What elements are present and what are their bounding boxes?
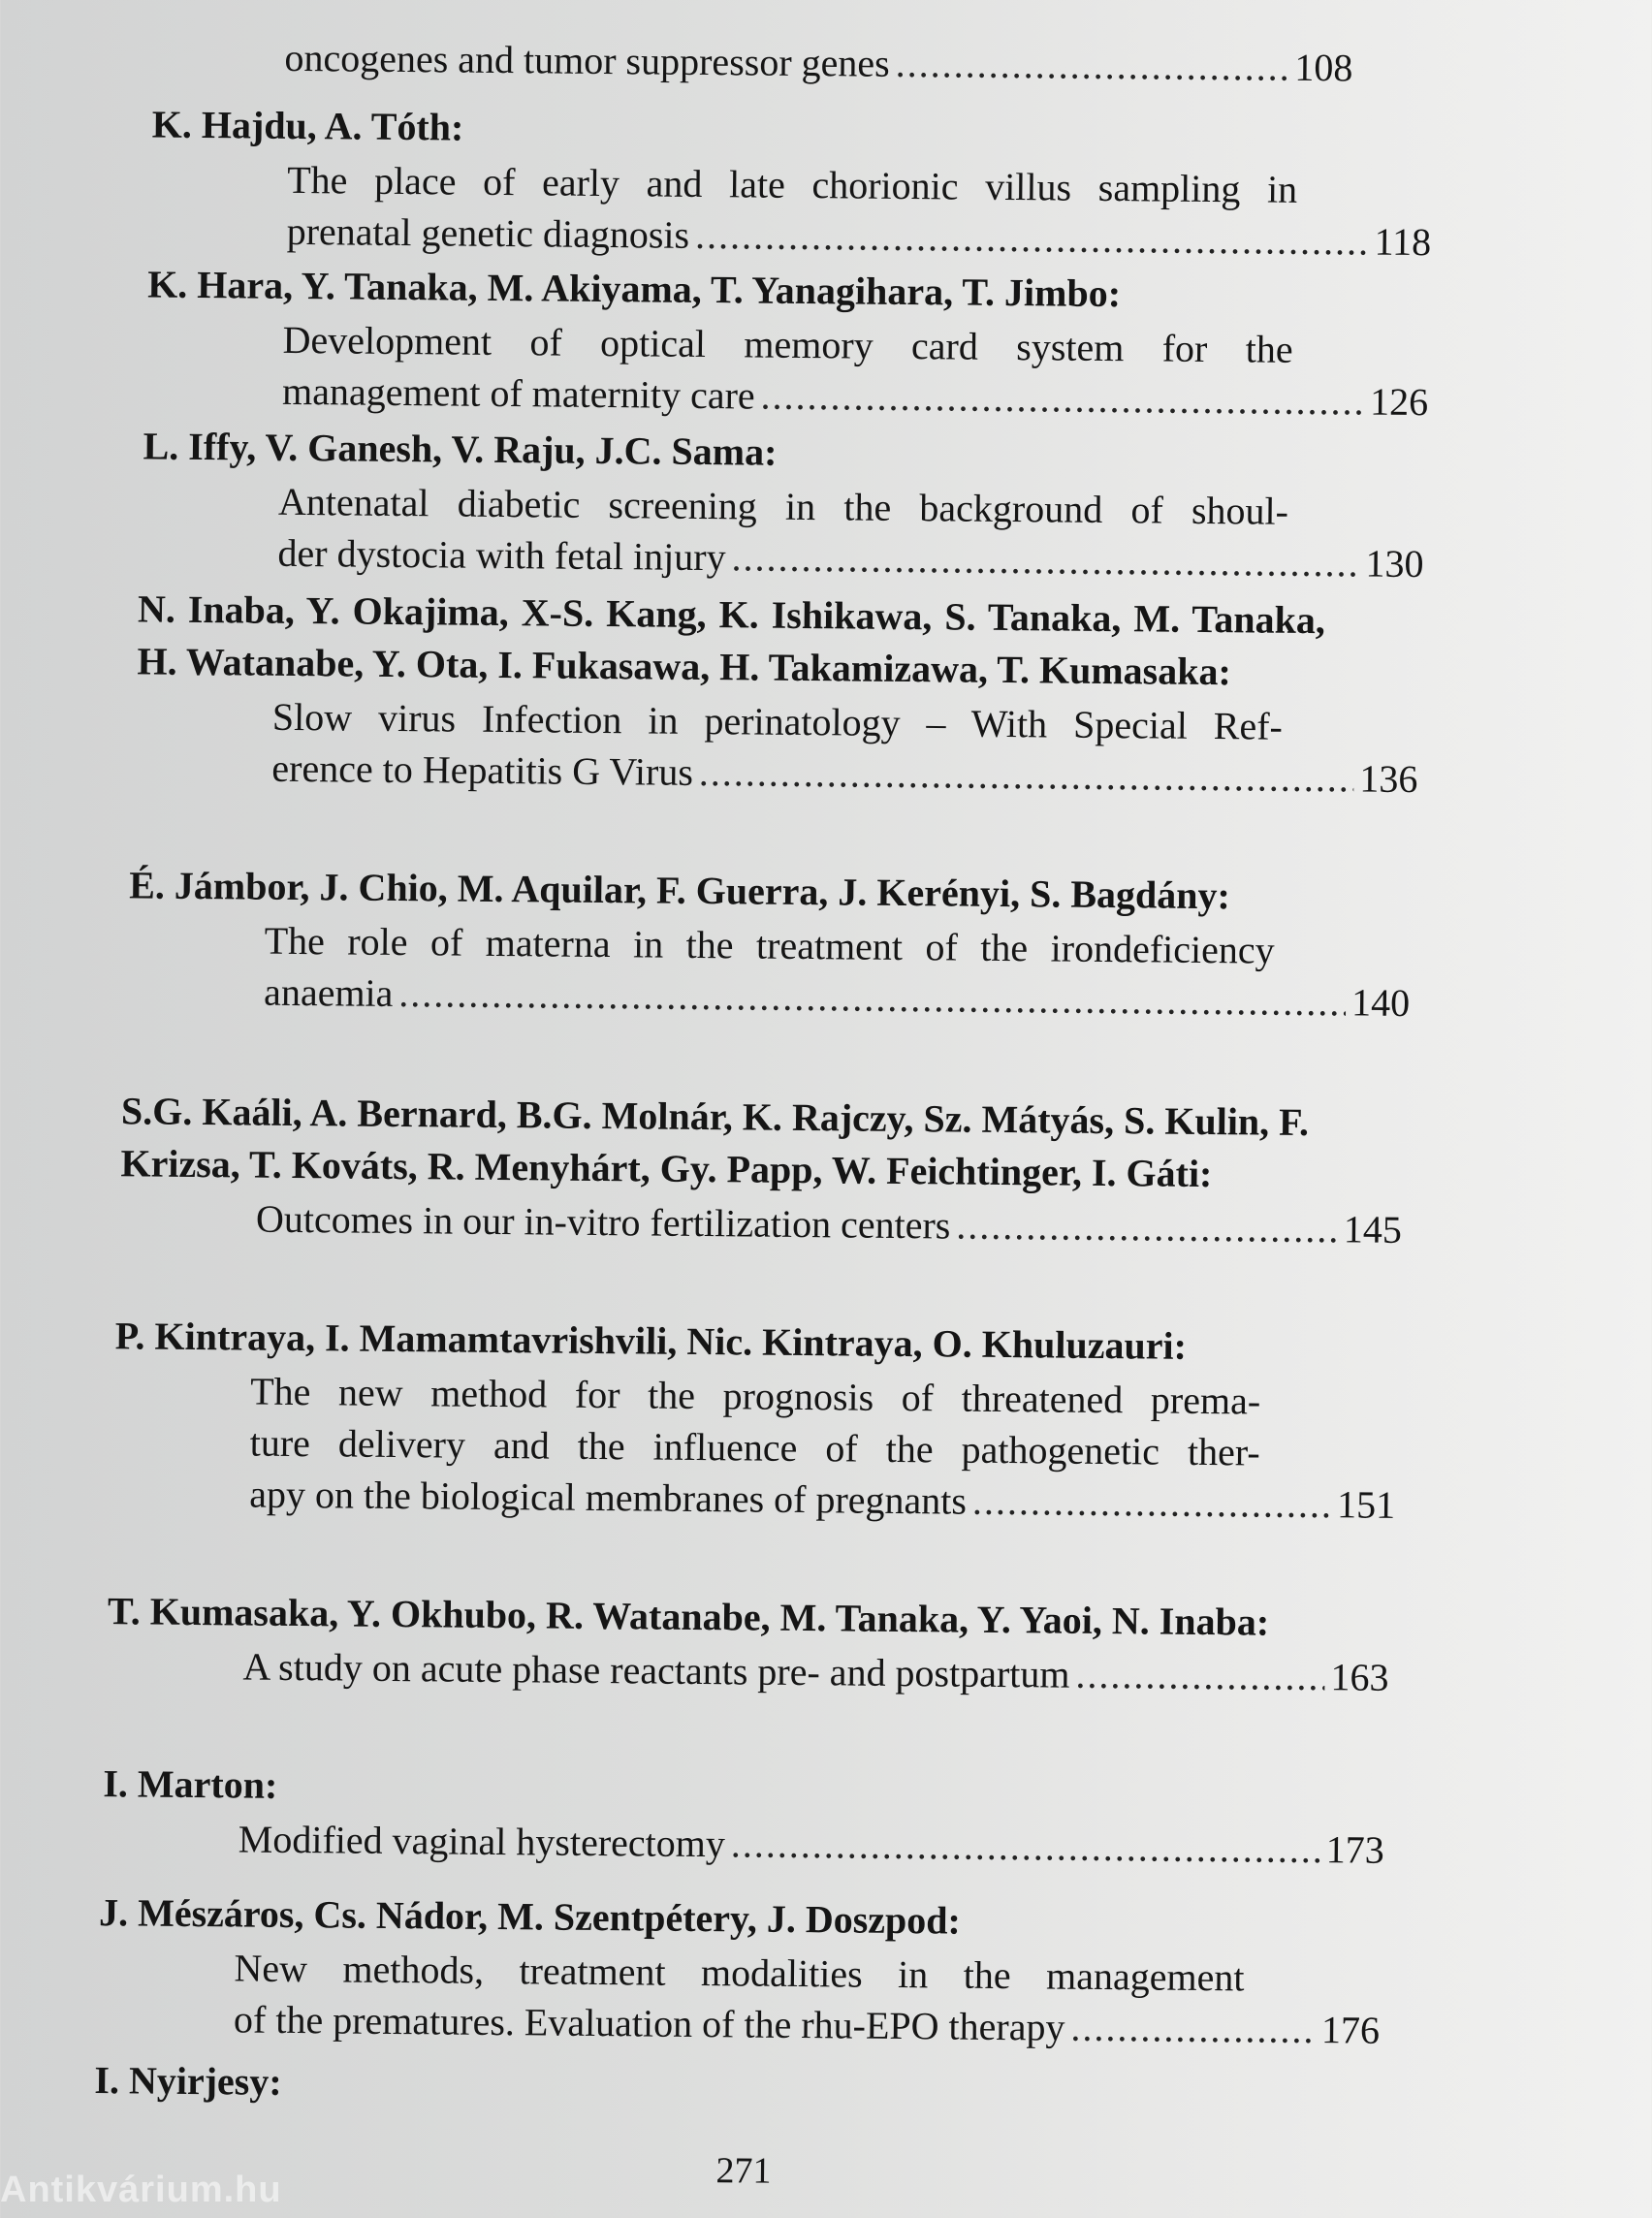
- leader-dots: [695, 209, 1369, 268]
- toc-entry: [98, 1886, 1388, 2056]
- entry-title-line: [242, 1640, 1396, 1702]
- toc-entry: [136, 583, 1427, 805]
- entry-title: A study on acute phase reactants pre- and postpartum: [242, 1644, 1070, 1696]
- entry-authors: L. Iffy, V. Ganesh, V. Raju, J.C. Sama:: [143, 424, 778, 474]
- entry-authors: J. Mészáros, Cs. Nádor, M. Szentpétery, J. Doszpod:: [98, 1890, 962, 1943]
- entry-title-lead: The place of early and late chorionic villus sampling in: [287, 157, 1298, 211]
- entry-page-number: 130: [1365, 541, 1424, 586]
- entry-title-line: [282, 365, 1436, 428]
- entry-authors: T. Kumasaka, Y. Okhubo, R. Watanabe, M. Tanaka, Y. Yaoi, N. Inaba:: [107, 1589, 1270, 1644]
- entry-title-line: [277, 527, 1431, 589]
- entry-title-line: [234, 1993, 1387, 2055]
- entry-authors: S.G. Kaáli, A. Bernard, B.G. Molnár, K. Rajczy, Sz. Mátyás, S. Kulin, F. Krizsa, T. Kováts, R. Menyhárt, Gy. Papp, W. Feichtinger, I. Gáti:: [120, 1089, 1310, 1196]
- entry-authors: N. Inaba, Y. Okajima, X-S. Kang, K. Ishikawa, S. Tanaka, M. Tanaka, H. Watanabe, Y. Ota, I. Fukasawa, H. Takamizawa, T. Kumasaka:: [137, 586, 1326, 694]
- entry-title-block: [249, 1366, 1404, 1531]
- entry-title-line: [286, 206, 1440, 268]
- entry-authors: I. Nyirjesy:: [94, 2058, 282, 2104]
- leader-dots: [1070, 2002, 1316, 2055]
- leader-dots: [699, 746, 1354, 804]
- toc-entry: [120, 1085, 1412, 1255]
- entry-title-lead: The role of materna in the treatment of the irondeficiency: [264, 918, 1275, 972]
- entry-title-line: [264, 966, 1417, 1029]
- entry-title-line: [284, 32, 1360, 94]
- toc-entry: [113, 1310, 1405, 1531]
- entry-title-block: [256, 1193, 1410, 1255]
- entry-title: anaemia: [263, 969, 394, 1015]
- page-number: 271: [715, 2150, 772, 2192]
- leader-dots: [398, 967, 1346, 1028]
- entry-title: Modified vaginal hysterectomy: [238, 1817, 726, 1866]
- toc-entry: [146, 258, 1437, 428]
- leader-dots: [895, 38, 1288, 93]
- entry-page-number: 136: [1359, 756, 1418, 802]
- entry-title-line: [256, 1193, 1410, 1255]
- entry-title-block: [264, 915, 1418, 1029]
- entry-authors: I. Marton:: [103, 1761, 278, 1807]
- toc-entry: [103, 1758, 1393, 1876]
- entry-page-number: 173: [1325, 1827, 1384, 1872]
- entry-title-lead: New methods, treatment modalities in the management: [234, 1946, 1245, 2000]
- entry-page-number: 108: [1294, 45, 1353, 90]
- entry-page-number: 118: [1374, 219, 1432, 265]
- leader-dots: [1075, 1649, 1324, 1702]
- watermark: Antikvárium.hu: [0, 2170, 282, 2210]
- entry-title-line: [238, 1813, 1392, 1875]
- entry-title-block: [286, 154, 1441, 268]
- entry-title-lead: ture delivery and the influence of the pathogenetic ther-: [249, 1420, 1260, 1474]
- entry-title: oncogenes and tumor suppressor genes: [284, 35, 890, 85]
- entry-title: of the prematures. Evaluation of the rhu-EPO therapy: [233, 1997, 1065, 2049]
- leader-dots: [760, 370, 1364, 428]
- entry-title-lead: Development of optical memory card system for the: [282, 317, 1293, 371]
- entry-title-block: [282, 314, 1437, 428]
- entry-title-line: [271, 743, 1425, 805]
- toc-entry: [150, 99, 1441, 269]
- entry-authors: É. Jámbor, J. Chio, M. Aquilar, F. Guerra, J. Kerényi, S. Bagdány:: [129, 863, 1231, 918]
- entry-authors: K. Hara, Y. Tanaka, M. Akiyama, T. Yanagihara, T. Jimbo:: [146, 262, 1122, 316]
- entry-title-block: [277, 476, 1432, 589]
- leader-dots: [956, 1200, 1338, 1255]
- toc-entry: [107, 1585, 1397, 1703]
- entry-page-number: 151: [1336, 1482, 1396, 1527]
- entry-page-number: 163: [1330, 1655, 1389, 1699]
- entry-title-block: [271, 691, 1426, 805]
- entry-title: management of maternity care: [281, 368, 755, 418]
- entry-title: prenatal genetic diagnosis: [286, 208, 690, 257]
- entry-title-line: [249, 1469, 1403, 1531]
- toc-entry-continued: [284, 32, 1360, 94]
- entry-authors: P. Kintraya, I. Mamamtavrishvili, Nic. Kintraya, O. Khuluzauri:: [114, 1314, 1188, 1368]
- toc-entry: [94, 2054, 1383, 2119]
- entry-title-block: [242, 1640, 1396, 1702]
- leader-dots: [731, 531, 1359, 588]
- entry-page-number: 176: [1320, 2008, 1381, 2052]
- entry-page-number: 140: [1350, 980, 1411, 1026]
- toc-entry: [142, 420, 1432, 589]
- entry-title: erence to Hepatitis G Virus: [271, 745, 694, 794]
- entry-title: apy on the biological membranes of pregnants: [249, 1472, 968, 1523]
- entry-title-block: [238, 1813, 1392, 1875]
- entry-title-block: [234, 1942, 1388, 2055]
- entry-page-number: 126: [1369, 379, 1429, 425]
- entry-title: der dystocia with fetal injury: [277, 530, 726, 580]
- entry-title: Outcomes in our in-vitro fertilization centers: [255, 1196, 951, 1248]
- entry-authors: K. Hajdu, A. Tóth:: [151, 102, 464, 149]
- leader-dots: [731, 1818, 1320, 1875]
- entry-title-lead: Antenatal diabetic screening in the background of shoul-: [277, 479, 1289, 533]
- leader-dots: [972, 1475, 1332, 1531]
- entry-title-lead: The new method for the prognosis of threatened prema-: [250, 1369, 1261, 1423]
- toc-entry: [128, 859, 1418, 1029]
- entry-page-number: 145: [1343, 1207, 1403, 1252]
- entry-title-lead: Slow virus Infection in perinatology – With Special Ref-: [271, 694, 1284, 748]
